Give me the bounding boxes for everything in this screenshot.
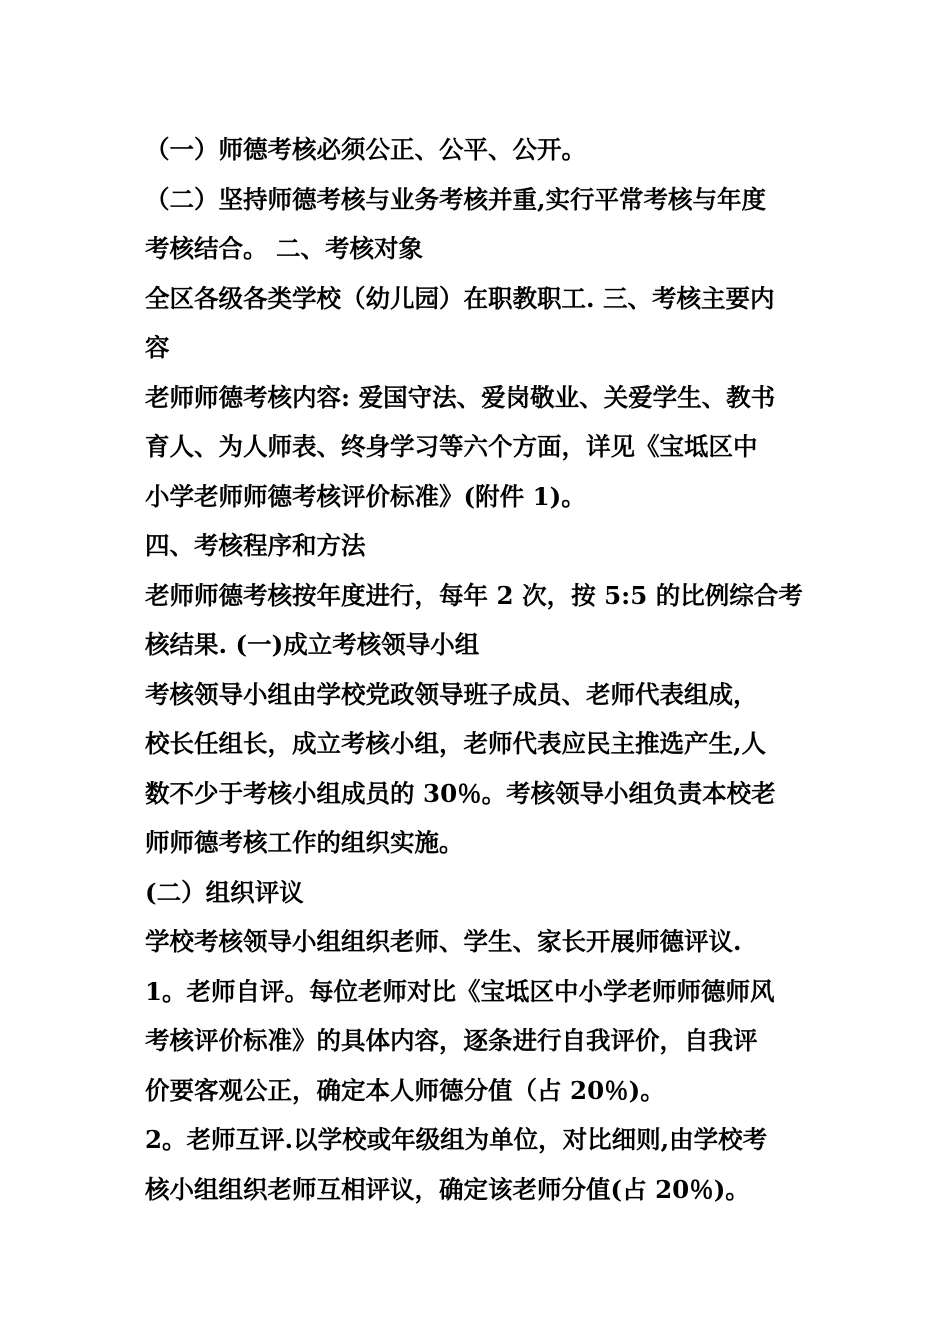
text-line: 核小组组织老师互相评议，确定该老师分值(占 20％)。 [145,1174,750,1204]
text-line: 校长任组长，成立考核小组，老师代表应民主推选产生,人 [145,729,767,758]
text-line: 容 [145,333,170,362]
text-line: 考核评价标准》的具体内容，逐条进行自我评价，自我评 [145,1026,758,1055]
section-heading: 四、考核程序和方法 [145,531,366,560]
text-line: 考核结合。 二、考核对象 [145,234,424,263]
text-line: 价要客观公正，确定本人师德分值（占 20％)。 [145,1075,665,1105]
document-body [145,125,815,1214]
text-line: 老师师德考核按年度进行，每年 2 次，按 5:5 的比例综合考 [145,580,803,610]
text-line: 老师师德考核内容: 爱国守法、爱岗敬业、关爱学生、教书 [145,382,776,412]
text-line: 育人、为人师表、终身学习等六个方面，详见《宝坻区中 [145,432,758,461]
text-line: 数不少于考核小组成员的 30％。考核领导小组负责本校老 [145,778,776,808]
text-line: （一）师德考核必须公正、公平、公开。 [145,135,586,164]
text-line: 2。老师互评.以学校或年级组为单位，对比细则,由学校考 [145,1125,768,1154]
text-line: 小学老师师德考核评价标准》(附件 1)。 [145,481,586,511]
text-line: 1。老师自评。每位老师对比《宝坻区中小学老师师德师风 [145,976,775,1006]
text-line: 全区各级各类学校（幼儿园）在职教职工. 三、考核主要内 [145,283,775,313]
subsection-heading: (二）组织评议 [145,877,304,907]
text-line: 核结果. (一)成立考核领导小组 [145,630,480,659]
text-line: （二）坚持师德考核与业务考核并重,实行平常考核与年度 [145,184,767,214]
text-line: 师师德考核工作的组织实施。 [145,828,464,857]
text-line: 学校考核领导小组组织老师、学生、家长开展师德评议. [145,927,742,956]
text-line: 考核领导小组由学校党政领导班子成员、老师代表组成， [145,679,758,709]
